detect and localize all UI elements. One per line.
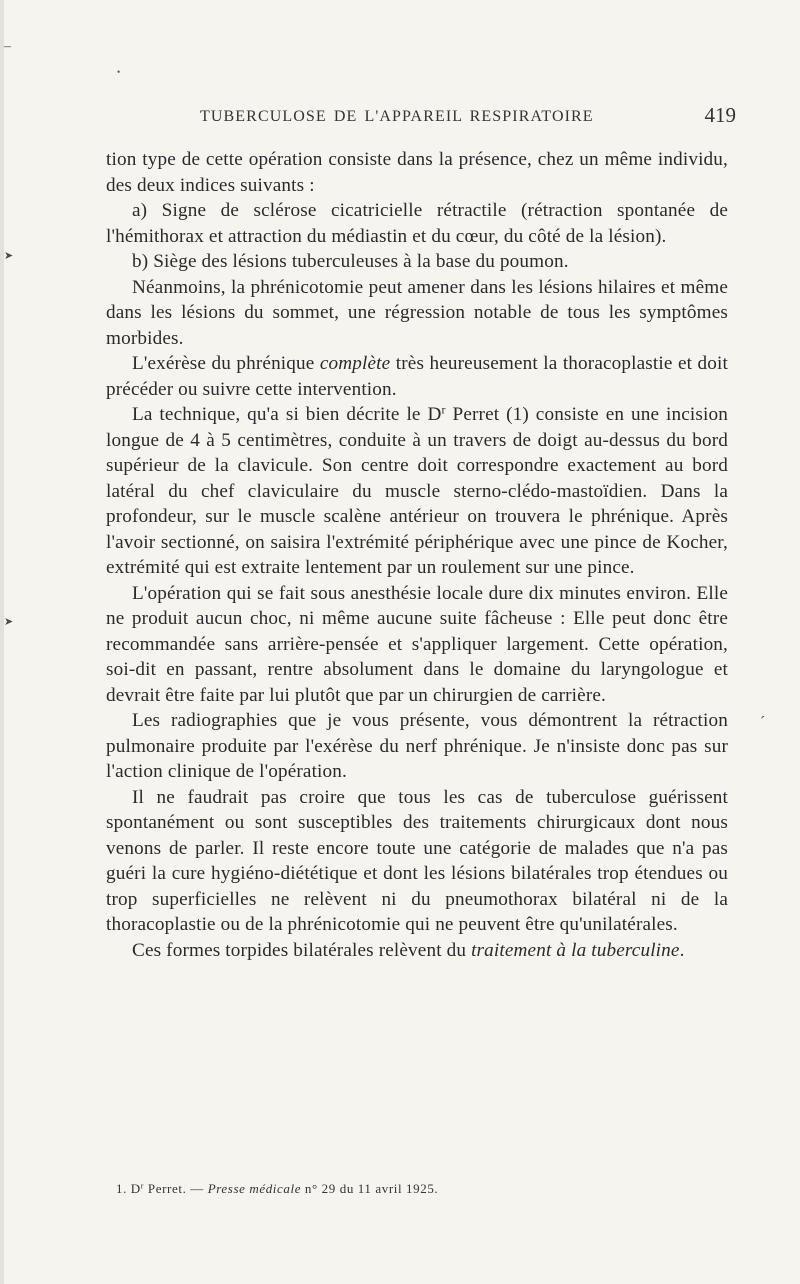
paragraph-text: Perret (1) consiste en une incision longue de 4 à 5 centimètres, conduite à un travers de doigt au-dessus du bord supérieur de la clavicule. Son centre doit correspondre exactement au bord latéral du chef claviculaire du muscle sterno-clédo-mastoïdien. Dans la profondeur, sur le muscle scalène antérieur on trouvera le phrénique. Après l'avoir sectionné, on saisira l'extrémité périphérique avec une pince de Kocher, extrémité qui est extraite lentement par un roulement sur une pince.	[106, 404, 728, 578]
paragraph-text: Ces formes torpides bilatérales relèvent du	[132, 939, 472, 961]
paragraph	[106, 198, 728, 249]
page-header	[200, 103, 740, 132]
paragraph-text: tion type de cette opération consiste dans la présence, chez un même individu, des deux indices suivants :	[106, 149, 728, 196]
running-title: TUBERCULOSE DE L'APPAREIL RESPIRATOIRE	[200, 108, 594, 125]
italic-text: complète	[319, 353, 391, 374]
footnote	[116, 1180, 716, 1198]
margin-mark: ➤	[4, 250, 14, 262]
paragraph	[106, 402, 728, 581]
body-text	[106, 147, 728, 963]
margin-mark: ˊ	[760, 714, 766, 731]
superscript: r	[441, 402, 446, 417]
footnote-journal: Presse médicale	[207, 1181, 302, 1196]
paragraph-text: b) Siège des lésions tuberculeuses à la base du poumon.	[132, 251, 569, 272]
paragraph	[106, 351, 728, 402]
paragraph-text: .	[679, 939, 685, 961]
paragraph-text: très heureusement la thoracoplastie et doit précéder ou suivre cette intervention.	[106, 353, 728, 400]
margin-mark: ‒	[4, 39, 11, 54]
paragraph	[106, 581, 728, 709]
paragraph-text: La technique, qu'a si bien décrite le D	[132, 404, 442, 425]
paragraph	[106, 708, 728, 785]
paragraph	[106, 147, 728, 198]
page-number: 419	[704, 103, 736, 127]
superscript: r	[140, 1181, 145, 1191]
paragraph	[106, 938, 728, 964]
paragraph-text: Il ne faudrait pas croire que tous les cas de tuberculose guérissent spontanément ou sont susceptibles des traitements chirurgicaux dont nous venons de parler. Il reste encore toute une catégorie de malades que n'a pas guéri la cure hygiéno-diététique et dont les lésions bilatérales trop étendues ou trop superficielles ne relèvent ni du pneumothorax bilatéral ni de la thoracoplastie ou de la phrénicotomie qui ne peuvent être qu'unilatérales.	[106, 786, 728, 935]
paragraph-text: Les radiographies que je vous présente, vous démontrent la rétraction pulmonaire produite par l'exérèse du nerf phrénique. Je n'insiste donc pas sur l'action clinique de l'opération.	[106, 710, 728, 782]
paragraph-text: L'opération qui se fait sous anesthésie locale dure dix minutes environ. Elle ne produit aucun choc, ni même aucune suite fâcheuse : Elle peut donc être recommandée sans arrière-pensée et s'appliquer largement. Cette opération, soi-dit en passant, rentre absolument dans le domaine du laryngologue et devrait être faite par lui plutôt que par un chirurgien de carrière.	[106, 582, 728, 706]
footnote-marker: 1. D	[116, 1181, 141, 1196]
paragraph	[106, 275, 728, 352]
margin-mark: •	[117, 67, 121, 77]
page-edge-shadow	[0, 0, 4, 1284]
paragraph	[106, 249, 728, 275]
margin-mark: ➤	[4, 616, 14, 628]
paragraph	[106, 785, 728, 938]
paragraph-text: L'exérèse du phrénique	[132, 353, 320, 374]
paragraph-text: a) Signe de sclérose cicatricielle rétractile (rétraction spontanée de l'hémithorax et attraction du médiastin et du cœur, du côté de la lésion).	[106, 200, 728, 247]
paragraph-text: Néanmoins, la phrénicotomie peut amener dans les lésions hilaires et même dans les lésions du sommet, une régression notable de tous les symptômes morbides.	[106, 276, 728, 349]
footnote-author: Perret. —	[144, 1181, 208, 1196]
footnote-details: n° 29 du 11 avril 1925.	[301, 1181, 439, 1196]
italic-text: traitement à la tuberculine	[471, 939, 680, 961]
